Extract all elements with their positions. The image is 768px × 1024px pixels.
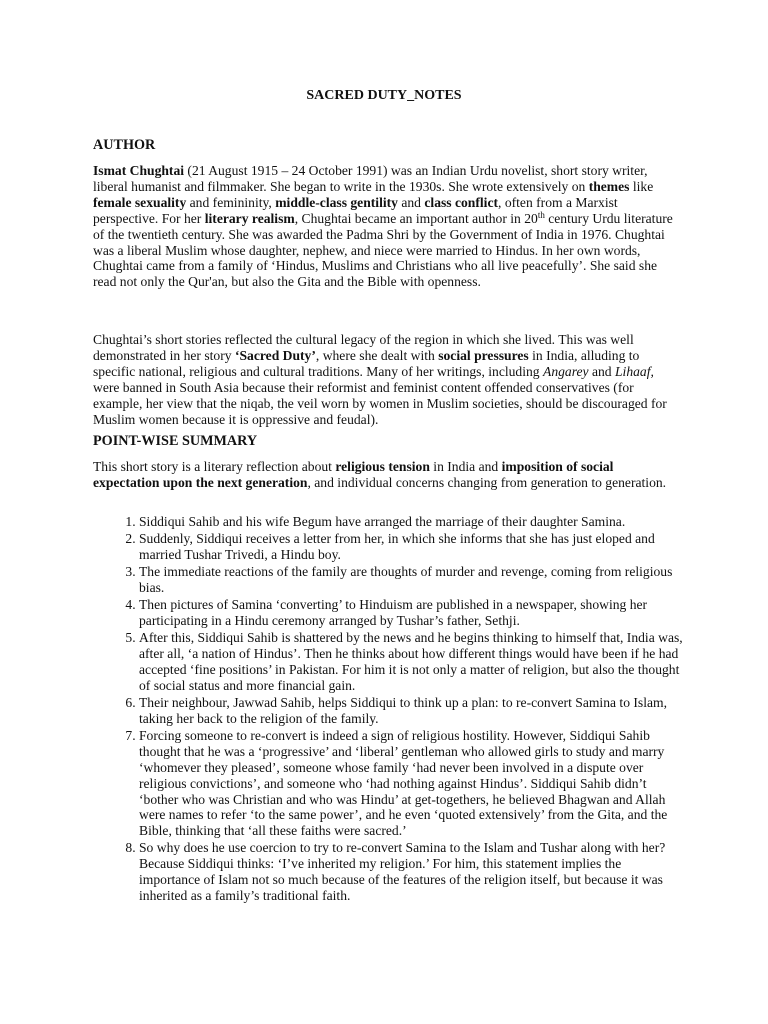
text-span: , often from a Marxist perspective. For her	[93, 194, 618, 226]
author-heading: AUTHOR	[93, 137, 156, 153]
author-paragraph-1	[93, 163, 681, 290]
text-span: like	[629, 178, 654, 194]
text-span: and	[588, 363, 615, 379]
italic-title: Lihaaf,	[615, 363, 654, 379]
text-span: , Chughtai became an important author in 20	[294, 210, 538, 226]
summary-point: 6. Their neighbour, Jawwad Sahib, helps Siddiqui to think up a plan: to re-convert Samina to Islam, taking her back to the religion of the family.	[139, 695, 683, 727]
summary-intro	[93, 459, 681, 491]
summary-point: 1. Siddiqui Sahib and his wife Begum have arranged the marriage of their daughter Samina.	[139, 514, 683, 530]
italic-title: Angarey	[543, 363, 589, 379]
text-span: This short story is a literary reflection about	[93, 459, 336, 474]
bold-term: literary realism	[204, 210, 295, 226]
author-name: Ismat Chughtai	[93, 163, 185, 178]
summary-point: 2. Suddenly, Siddiqui receives a letter from her, in which she informs that she has just eloped and married Tushar Trivedi, a Hindu boy.	[139, 531, 683, 563]
text-span: and	[397, 194, 425, 210]
summary-heading: POINT-WISE SUMMARY	[93, 433, 258, 449]
text-span: in India and	[429, 459, 502, 474]
bold-term: female sexuality	[93, 194, 187, 210]
document-title: SACRED DUTY_NOTES	[306, 88, 462, 103]
text-span: Chughtai’s short stories reflected the cultural legacy of the region in which she lived. This was well demonstrated in her story	[93, 332, 634, 363]
summary-point: 4. Then pictures of Samina ‘converting’ to Hinduism are published in a newspaper, showing her participating in a Hindu ceremony arranged by Tushar’s father, Sethji.	[139, 597, 683, 629]
superscript: th	[537, 209, 545, 220]
summary-point: 8. So why does he use coercion to try to re-convert Samina to the Islam and Tushar along with her? Because Siddiqui thinks: ‘I’ve inherited my religion.’ For him, this statement implies the importance of Islam not so much because of the features of the religion itself, but because it was inherited as a family’s traditional faith.	[139, 840, 683, 904]
text-span: were banned in South Asia because their reformist and feminist content offended conservatives (for example, her view that the niqab, the veil worn by women in Muslim societies, should be discouraged for Muslim women because it is oppressive and feudal).	[93, 379, 667, 427]
bold-term: religious tension	[335, 459, 430, 474]
text-span: , where she dealt with	[315, 347, 439, 363]
text-span: and femininity,	[186, 194, 276, 210]
summary-point: 5. After this, Siddiqui Sahib is shattered by the news and he begins thinking to himself that, India was, after all, ‘a nation of Hindus’. Then he thinks about how different things would have been if he had accepted ‘fine positions’ in Pakistan. For him it is not only a matter of religion, but also the thought of social status and more financial gain.	[139, 630, 683, 694]
bold-term: middle-class gentility	[275, 194, 398, 210]
text-span: century Urdu literature of the twentieth century. She was awarded the Padma Shri by the Government of India in 1976. Chughtai was a liberal Muslim whose daughter, nephew, and niece were married to Hindus. In her own words, Chughtai came from a family of ‘Hindus, Muslims and Christians who all live peacefully’. She said she read not only the Qur'an, but also the Gita and the Bible with openness.	[93, 210, 673, 290]
bold-term: class conflict	[424, 194, 499, 210]
summary-point-list	[93, 514, 683, 905]
bold-term: imposition of social expectation upon the next generation	[93, 459, 614, 490]
summary-point: 7. Forcing someone to re-convert is indeed a sign of religious hostility. However, Siddiqui Sahib thought that he was a ‘progressive’ and ‘liberal’ gentleman who allowed girls to study and marry ‘whomever they pleased’, someone whose family ‘had never been involved in a dispute over religious convictions’, and someone who ‘had nothing against Hindus’. Siddiqui Sahib didn’t ‘bother who was Christian and who was Hindu’ at get-togethers, he believed Bhagwan and Allah were names to refer ‘to the same power’, and he even ‘quoted extensively’ from the Gita, and the Bible, thinking that ‘all these faiths were sacred.’	[139, 728, 683, 839]
summary-point: 3. The immediate reactions of the family are thoughts of murder and revenge, coming from religious bias.	[139, 564, 683, 596]
text-span: (21 August 1915 – 24 October 1991) was an Indian Urdu novelist, short story writer, liberal humanist and filmmaker. She began to write in the 1930s. She wrote extensively on	[93, 163, 648, 194]
bold-term: themes	[588, 178, 630, 194]
author-paragraph-2	[93, 332, 681, 427]
text-span: , and individual concerns changing from generation to generation.	[307, 474, 667, 490]
bold-term: social pressures	[438, 347, 529, 363]
text-span: in India, alluding to specific national, religious and cultural traditions. Many of her writings, including	[93, 347, 640, 379]
bold-term: ‘Sacred Duty’	[234, 347, 316, 363]
